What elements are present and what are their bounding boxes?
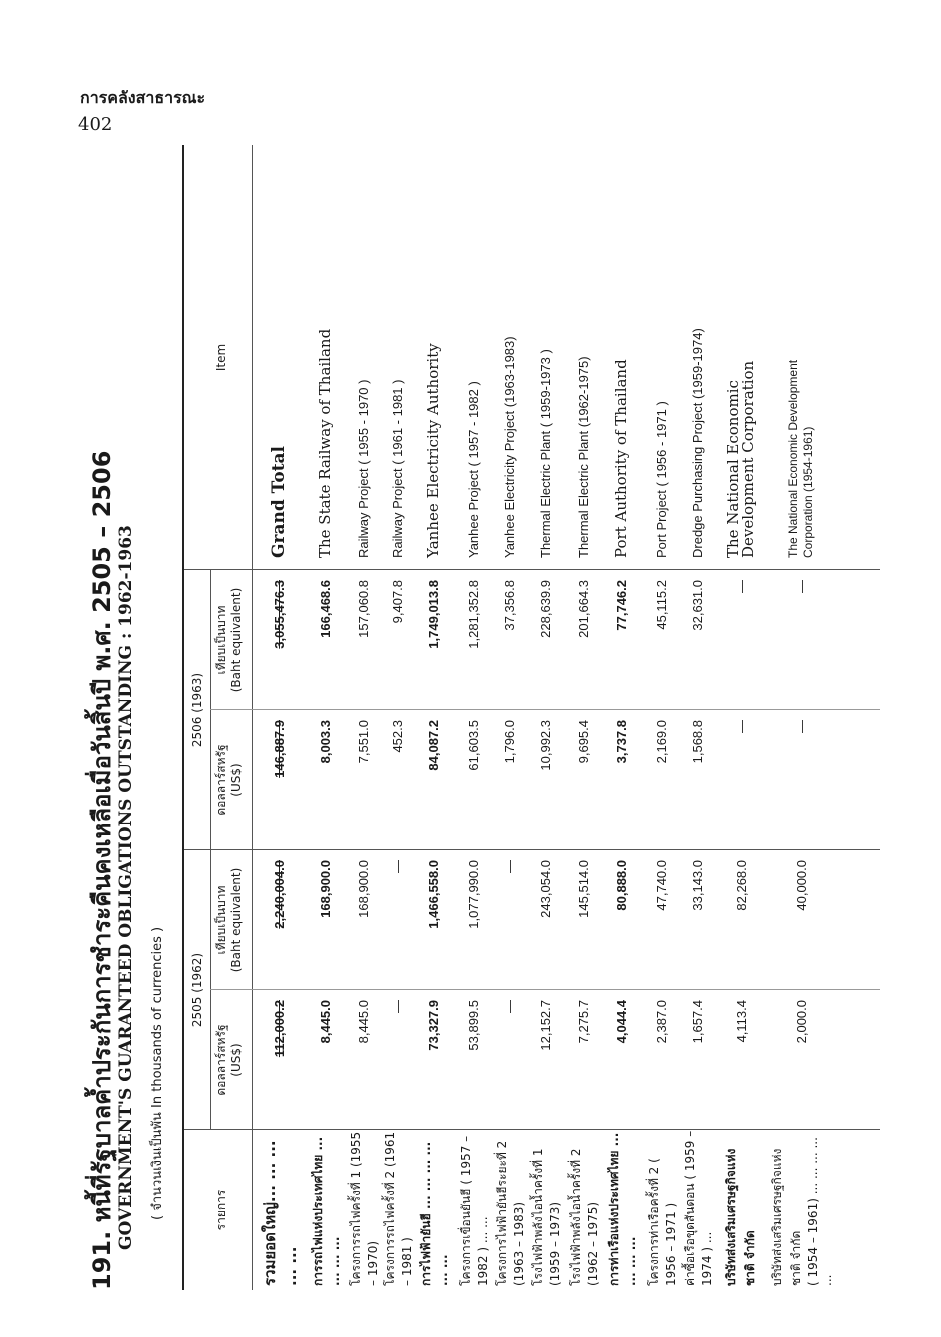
cell-usd-1962: 8,445.0 (317, 1000, 333, 1044)
table-row (644, 145, 678, 1290)
header-thai-item: รายการ (214, 1189, 228, 1231)
cell-usd-1963: 7,551.0 (355, 720, 371, 764)
cell-baht-1962: 243,054.0 (537, 860, 553, 918)
cell-usd-1963: 9,695.4 (575, 720, 591, 764)
header-baht-1962 (214, 850, 244, 990)
cell-baht-1963: 9,407.8 (389, 580, 405, 624)
page-number: 402 (78, 114, 113, 135)
cell-baht-1963: 45,115.2 (653, 580, 669, 630)
rotated-table-page (78, 145, 878, 1290)
table-row (770, 145, 834, 1290)
title-block (78, 145, 178, 1290)
row-english-label: The State Railway of Thailand (315, 328, 334, 558)
row-english-label: Port Authority of Thailand (611, 359, 630, 558)
table-row (456, 145, 490, 1290)
cell-usd-1962: 1,657.4 (689, 1000, 705, 1044)
cell-usd-1963: 1,796.0 (501, 720, 517, 764)
row-english-label: The National Economic Development Corporation (1954-1961) (786, 359, 815, 558)
row-english-label: Yanhee Project ( 1957 - 1982 ) (465, 381, 481, 558)
table-row (604, 145, 638, 1290)
cell-usd-1962: 2,000.0 (793, 1000, 809, 1044)
row-thai-label: การท่าเรือแห่งประเทศไทย ... ... ... ... (606, 1132, 638, 1286)
cell-baht-1963: — (793, 580, 809, 593)
cell-baht-1962: 80,888.0 (613, 860, 629, 911)
cell-usd-1963: 8,003.3 (317, 720, 333, 764)
cell-baht-1963: 37,356.8 (501, 580, 517, 631)
cell-baht-1963: 77,746.2 (613, 580, 629, 631)
cell-usd-1962: 7,275.7 (575, 1000, 591, 1044)
title-unit: ( จำนวนเงินเป็นพัน In thousands of currencies ) (150, 926, 165, 1220)
row-thai-label: โครงการเขื่อนยันฮี ( 1957 – 1982 ) ... ... (458, 1135, 490, 1286)
cell-baht-1962: 168,900.0 (355, 860, 371, 918)
cell-baht-1963: 32,631.0 (689, 580, 705, 631)
cell-baht-1962: 2,240,004.0 (271, 860, 287, 929)
header-year-2505: 2505 (1962) (190, 952, 204, 1028)
cell-baht-1963: 1,749,013.8 (425, 580, 441, 649)
cell-usd-1962: 2,387.0 (653, 1000, 669, 1044)
cell-usd-1963: 61,603.5 (465, 720, 481, 771)
header-baht-label: เทียบเป็นบาท (214, 885, 228, 955)
header-usd-label: ดอลลาร์สหรัฐ (214, 744, 228, 816)
header-baht-unit: (Baht equivalent) (229, 587, 243, 693)
cell-usd-1962: 4,044.4 (613, 1000, 629, 1044)
row-english-label: Grand Total (268, 445, 289, 558)
cell-baht-1962: 145,514.0 (575, 860, 591, 918)
row-english-label: Dredge Purchasing Project (1959-1974) (689, 328, 705, 558)
header-year-2506: 2506 (1963) (190, 672, 204, 748)
cell-baht-1962: 1,466,558.0 (425, 860, 441, 929)
row-thai-label: รวมยอดใหญ่... ... ... ... ... (261, 1140, 300, 1286)
header-baht-unit: (Baht equivalent) (229, 867, 243, 973)
cell-usd-1962: 8,445.0 (355, 1000, 371, 1044)
cell-usd-1962: — (389, 1000, 405, 1013)
table-row (346, 145, 380, 1290)
cell-baht-1962: 1,077,990.0 (465, 860, 481, 929)
obligations-table (182, 145, 880, 1290)
header-divider (210, 570, 211, 1130)
row-english-label: Yanhee Electricity Authority (423, 343, 442, 558)
cell-baht-1963: 166,468.6 (317, 580, 333, 638)
cell-usd-1962: 112,000.2 (271, 1000, 287, 1058)
table-row (416, 145, 450, 1290)
header-usd-1963 (214, 710, 244, 850)
table-row (308, 145, 342, 1290)
cell-baht-1963: 3,055,476.3 (271, 580, 287, 649)
row-thai-label: โครงการท่าเรือครั้งที่ 2 ( 1956 – 1971 ) (646, 1158, 678, 1286)
title-thai: 191. หนี้ที่รัฐบาลค้ำประกันการชำระคืนคงเหลือเมื่อวันสิ้นปี พ.ศ. 2505 – 2506 (88, 450, 116, 1290)
row-thai-label: โรงไฟฟ้าพลังไอน้ำครั้งที่ 1 (1959 – 1973) (530, 1148, 562, 1286)
cell-baht-1963: — (733, 580, 749, 593)
cell-usd-1963: — (733, 720, 749, 733)
cell-baht-1963: 1,281,352.8 (465, 580, 481, 649)
cell-baht-1962: 40,000.0 (793, 860, 809, 911)
cell-usd-1963: 1,568.8 (689, 720, 705, 764)
cell-usd-1963: 2,169.0 (653, 720, 669, 764)
header-baht-1963 (214, 570, 244, 710)
table-row (492, 145, 526, 1290)
row-english-label: Thermal Electric Plant ( 1959-1973 ) (537, 349, 553, 558)
row-english-label: Railway Project ( 1955 - 1970 ) (355, 379, 371, 558)
header-bottom-rule (252, 145, 253, 1290)
running-header: การคลังสาธารณะ (80, 88, 206, 107)
table-row (566, 145, 600, 1290)
cell-usd-1963: 3,737.8 (613, 720, 629, 764)
cell-baht-1962: 82,268.0 (733, 860, 749, 911)
row-english-label: Railway Project ( 1961 - 1981 ) (389, 379, 405, 558)
cell-usd-1962: 73,327.9 (425, 1000, 441, 1051)
header-usd-1962 (214, 990, 244, 1130)
row-thai-label: การรถไฟแห่งประเทศไทย ... ... ... ... (310, 1136, 342, 1286)
row-thai-label: บริษัทส่งเสริมเศรษฐกิจแห่งชาติ จำกัด ( 1954 – 1961) ... ... ... ... ... (770, 1137, 834, 1286)
row-thai-label: โครงการไฟฟ้ายันฮีระยะที่ 2 (1963 – 1983) (494, 1140, 526, 1286)
row-english-label: The National Economic Development Corporation (724, 360, 757, 558)
title-english: GOVERNMENT'S GUARANTEED OBLIGATIONS OUTSTANDING : 1962-1963 (116, 525, 136, 1250)
row-thai-label: โครงการรถไฟครั้งที่ 1 (1955 – 1970) (348, 1131, 380, 1286)
table-row (724, 145, 758, 1290)
header-usd-unit: (US$) (229, 1043, 243, 1077)
row-english-label: Thermal Electric Plant (1962-1975) (575, 356, 591, 558)
row-english-label: Yanhee Electricity Project (1963-1983) (501, 336, 517, 558)
cell-usd-1963: — (793, 720, 809, 733)
cell-baht-1963: 157,060.8 (355, 580, 371, 638)
cell-usd-1962: 4,113.4 (733, 1000, 749, 1043)
header-baht-label: เทียบเป็นบาท (214, 605, 228, 675)
table-row (261, 145, 300, 1290)
cell-usd-1963: 84,087.2 (425, 720, 441, 771)
row-thai-label: โครงการรถไฟครั้งที่ 2 (1961 – 1981 ) (382, 1131, 414, 1286)
cell-baht-1962: — (389, 860, 405, 873)
row-thai-label: ค่าซื้อเรือขุดสันดอน ( 1959 – 1974 ) ... (682, 1130, 714, 1286)
cell-baht-1963: 228,639.9 (537, 580, 553, 638)
row-thai-label: การไฟฟ้ายันฮี ... ... ... ... ... ... (418, 1141, 450, 1286)
cell-usd-1962: 53,899.5 (465, 1000, 481, 1051)
cell-baht-1963: 201,664.3 (575, 580, 591, 638)
row-thai-label: โรงไฟฟ้าพลังไอน้ำครั้งที่ 2 (1962 – 1975) (568, 1148, 600, 1286)
cell-baht-1962: — (501, 860, 517, 873)
table-row (380, 145, 414, 1290)
cell-usd-1962: — (501, 1000, 517, 1013)
cell-usd-1963: 452.3 (389, 720, 405, 753)
cell-usd-1962: 12,152.7 (537, 1000, 553, 1051)
cell-baht-1962: 168,900.0 (317, 860, 333, 918)
cell-usd-1963: 146,887.9 (271, 720, 287, 778)
header-item: Item (214, 343, 228, 372)
header-usd-unit: (US$) (229, 763, 243, 797)
cell-usd-1963: 10,992.3 (537, 720, 553, 771)
header-usd-label: ดอลลาร์สหรัฐ (214, 1024, 228, 1096)
table-row (680, 145, 714, 1290)
table-row (528, 145, 562, 1290)
row-english-label: Port Project ( 1956 - 1971 ) (653, 401, 669, 558)
row-thai-label: บริษัทส่งเสริมเศรษฐกิจแห่งชาติ จำกัด (724, 1148, 757, 1286)
cell-baht-1962: 47,740.0 (653, 860, 669, 911)
cell-baht-1962: 33,143.0 (689, 860, 705, 911)
